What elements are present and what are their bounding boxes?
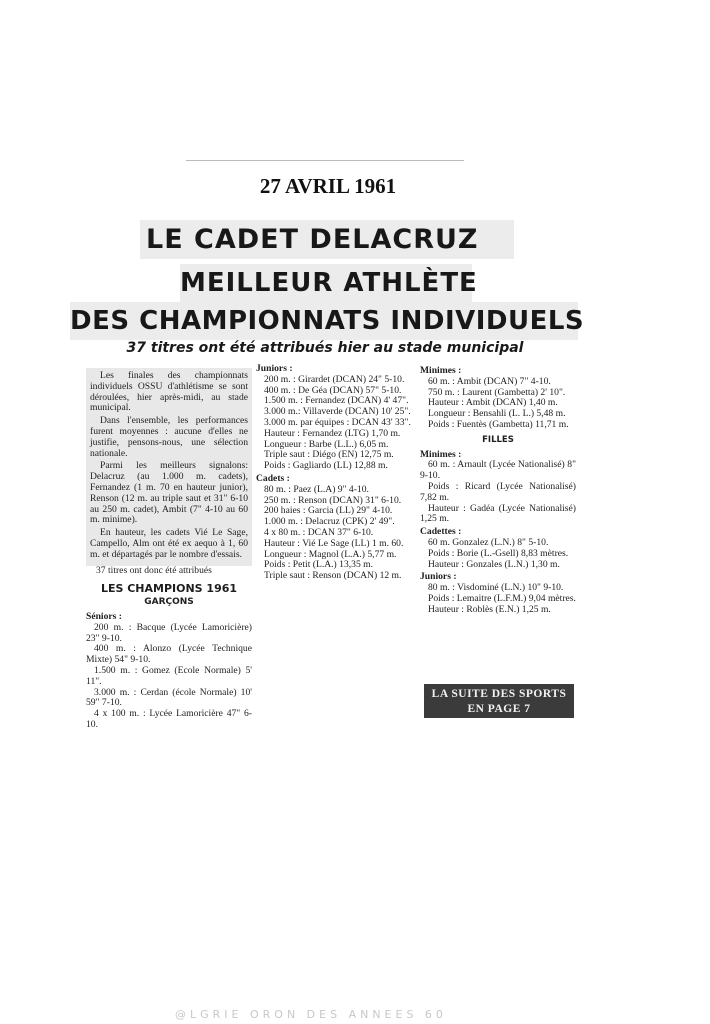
section-label: Minimes :	[420, 448, 462, 460]
section-label: Juniors :	[256, 363, 293, 374]
result-line: Poids : Petit (L.A.) 13,35 m.	[264, 559, 373, 571]
result-line: Poids : Lemaitre (L.F.M.) 9,04 mètres.	[428, 592, 576, 604]
column-1	[86, 368, 252, 731]
result-line: 4 x 80 m. : DCAN 37" 6-10.	[264, 526, 374, 538]
column-3	[420, 364, 576, 616]
result-line: Longueur : Bensahli (L. L.) 5,48 m.	[428, 408, 566, 420]
result-line: 200 m. : Girardet (DCAN) 24" 5-10.	[264, 373, 405, 385]
result-line: Hauteur : Ambit (DCAN) 1,40 m.	[428, 397, 558, 409]
result-line: Hauteur : Vié Le Sage (LL) 1 m. 60.	[264, 537, 404, 549]
result-line: 750 m. : Laurent (Gambetta) 2' 10".	[428, 386, 566, 398]
intro-paragraph: En hauteur, les cadets Vié Le Sage, Campello, Alm ont été ex aequo à 1, 60 m. et départagés par le nombre d'essais.	[90, 527, 248, 560]
result-line: Triple saut : Renson (DCAN) 12 m.	[264, 570, 402, 582]
top-rule	[186, 160, 464, 161]
result-line: 1.500 m. : Gomez (Ecole Normale) 5' 11".	[86, 664, 252, 687]
result-line: Poids : Fuentès (Gambetta) 11,71 m.	[428, 418, 569, 430]
result-line: 60 m. : Arnault (Lycée Nationalisé) 8" 9-10.	[420, 459, 576, 482]
headline-line-2: MEILLEUR ATHLÈTE	[180, 264, 472, 302]
result-line: 3.000 m. : Cerdan (école Normale) 10' 59" 7-10.	[86, 686, 252, 709]
sports-continued-banner	[424, 684, 574, 718]
result-line: 400 m. : De Géa (DCAN) 57" 5-10.	[264, 384, 402, 396]
result-line: Hauteur : Gonzales (L.N.) 1,30 m.	[428, 558, 560, 570]
intro-box	[86, 368, 252, 566]
headline-line-3: DES CHAMPIONNATS INDIVIDUELS	[70, 302, 578, 340]
subheadline: 37 titres ont été attribués hier au stade municipal	[126, 340, 524, 356]
result-line: 250 m. : Renson (DCAN) 31" 6-10.	[264, 494, 402, 506]
result-line: Hauteur : Gadéa (Lycée Nationalisé) 1,25 m.	[420, 502, 576, 525]
result-line: 80 m. : Visdominé (L.N.) 10" 9-10.	[428, 582, 564, 594]
result-line: Poids : Gagliardo (LL) 12,88 m.	[264, 460, 388, 472]
champions-subtitle: GARÇONS	[144, 597, 194, 608]
banner-line-1: LA SUITE DES SPORTS	[431, 688, 567, 700]
result-line: 1.000 m. : Delacruz (CPK) 2' 49".	[264, 516, 395, 528]
intro-paragraph: Parmi les meilleurs signalons: Delacruz (au 1.000 m. cadets), Fernandez (1 m. 70 en hauteur junior), Renson (12 m. au triple saut et 31" 6-10 au 250 m. cadet), Ambit (7" 4-10 au 60 m. minime).	[90, 460, 248, 526]
watermark-text: @LGRIE ORON DES ANNEES 60	[175, 1008, 447, 1021]
section-label: Séniors :	[86, 610, 122, 622]
intro-paragraph: 37 titres ont donc été attribués	[96, 564, 212, 576]
result-line: 3.000 m.: Villaverde (DCAN) 10' 25".	[264, 406, 411, 418]
result-line: Hauteur : Fernandez (LTG) 1,70 m.	[264, 427, 401, 439]
result-line: 400 m. : Alonzo (Lycée Technique Mixte) 54" 9-10.	[86, 643, 252, 666]
result-line: 80 m. : Paez (L.A) 9" 4-10.	[264, 483, 369, 495]
result-line: 200 m. : Bacque (Lycée Lamoricière) 23" 9-10.	[86, 621, 252, 644]
filles-title: FILLES	[482, 434, 514, 445]
result-line: 4 x 100 m. : Lycée Lamoricière 47" 6-10.	[86, 708, 252, 730]
champions-title: LES CHAMPIONS 1961	[100, 582, 238, 596]
intro-paragraph: Dans l'ensemble, les performances furent moyennes : aucune d'elles ne justifie, pensons-nous, une sélection nationale.	[90, 415, 248, 459]
result-line: 1.500 m. : Fernandez (DCAN) 4' 47".	[264, 395, 409, 407]
result-line: Longueur : Magnol (L.A.) 5,77 m.	[264, 548, 397, 560]
intro-paragraph: Les finales des championnats individuels OSSU d'athlétisme se sont déroulées, hier après-midi, au stade municipal.	[90, 370, 248, 414]
section-label: Minimes :	[420, 365, 462, 376]
section-label: Cadets :	[256, 472, 290, 484]
result-line: 200 haies : Garcia (LL) 29" 4-10.	[264, 505, 393, 517]
result-line: 60 m. Gonzalez (L.N.) 8" 5-10.	[428, 536, 549, 548]
column-2	[256, 362, 412, 582]
result-line: Triple saut : Diégo (EN) 12,75 m.	[264, 449, 394, 461]
section-label: Cadettes :	[420, 526, 462, 538]
article-date: 27 AVRIL 1961	[259, 174, 397, 198]
result-line: 60 m. : Ambit (DCAN) 7" 4-10.	[428, 375, 551, 387]
result-line: Hauteur : Roblès (E.N.) 1,25 m.	[428, 603, 551, 615]
result-line: Poids : Borie (L.-Gsell) 8,83 mètres.	[428, 547, 569, 559]
result-line: 3.000 m. par équipes : DCAN 43' 33".	[264, 416, 411, 428]
section-label: Juniors :	[420, 571, 457, 583]
result-line: Poids : Ricard (Lycée Nationalisé) 7,82 m.	[420, 480, 576, 503]
result-line: Longueur : Barbe (L.L.) 6,05 m.	[264, 438, 389, 450]
banner-line-2: EN PAGE 7	[467, 703, 531, 715]
headline-line-1: LE CADET DELACRUZ	[140, 220, 514, 259]
